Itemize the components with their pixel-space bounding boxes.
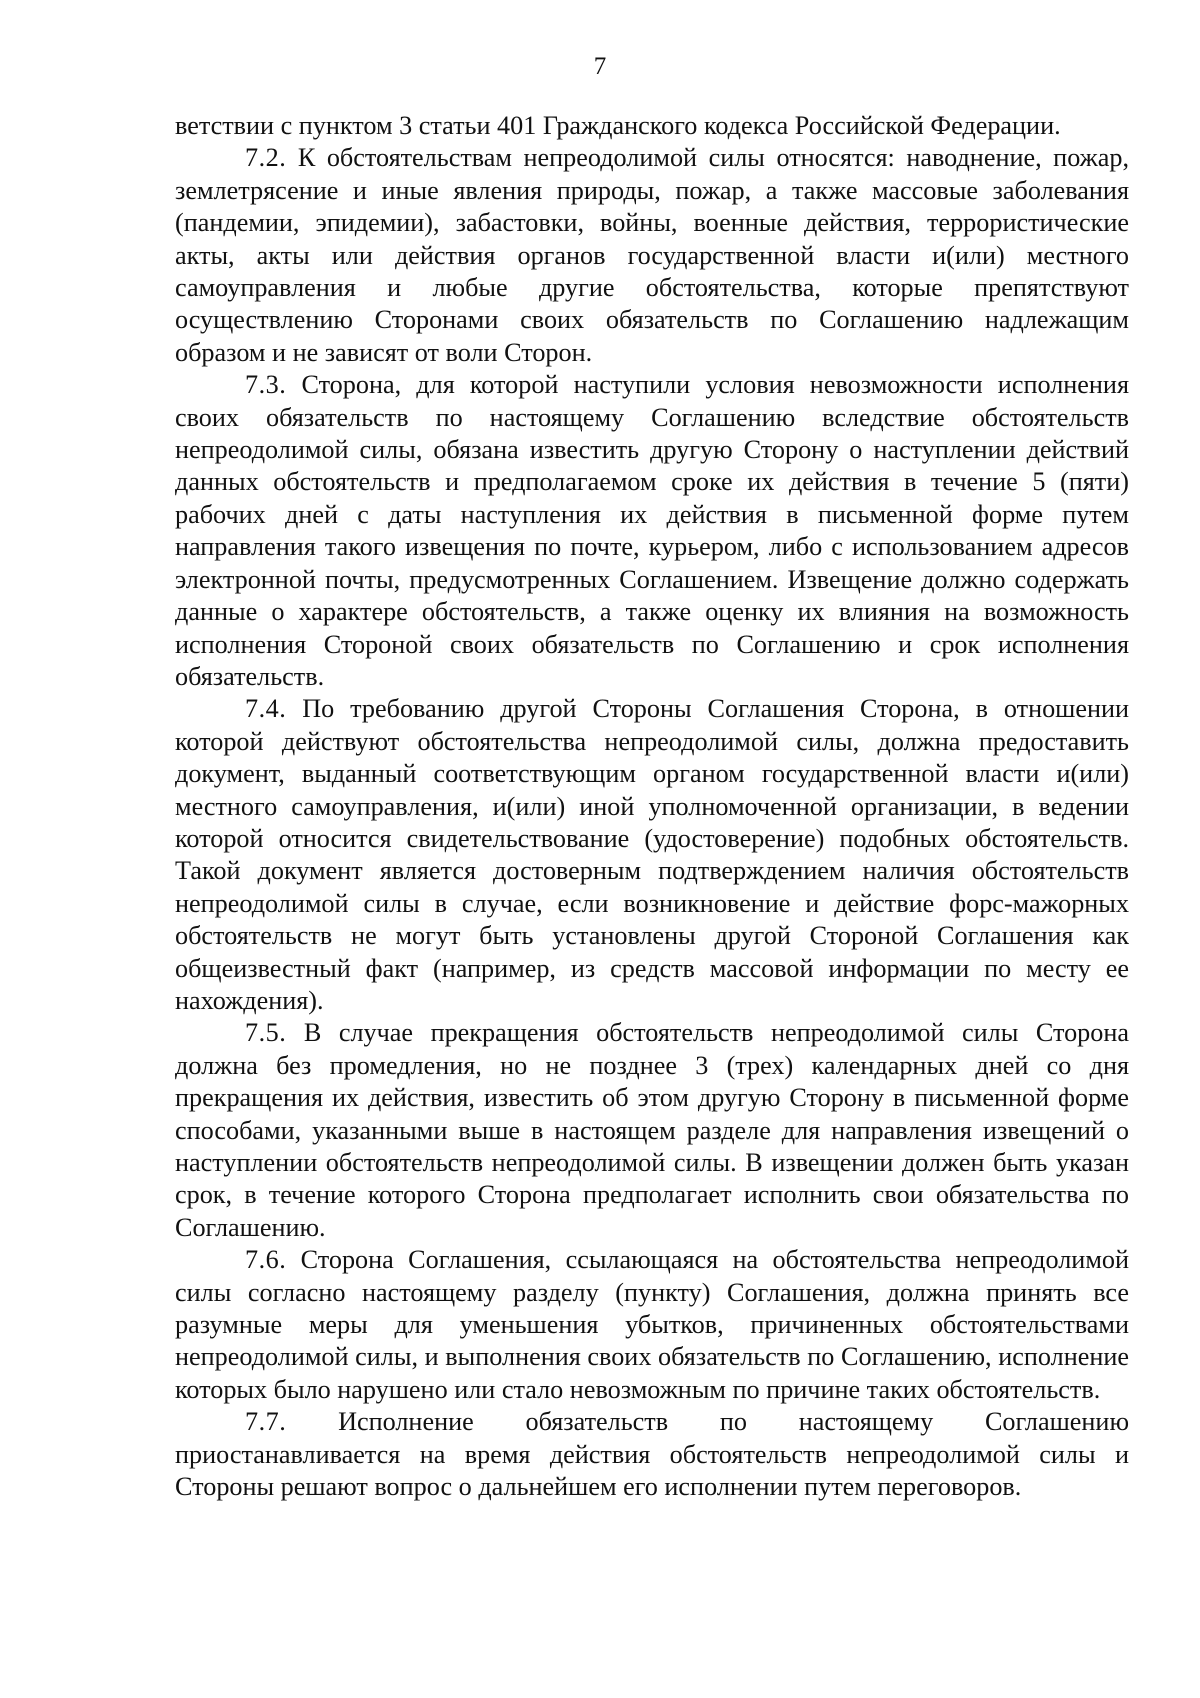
paragraph-text: В случае прекращения обстоятельств непреодолимой силы Сторона должна без промедления, но не позднее 3 (трех) календарных дней со дня прекращения их действия, известить об этом другую Сторону в письменной форме способами, указанными выше в настоящем разделе для направления извещений о наступлении обстоятельств непреодолимой силы. В извещении должен быть указан срок, в течение которого Сторона предполагает исполнить свои обязательства по Соглашению.	[175, 1018, 1130, 1242]
paragraph-number: 7.3.	[245, 370, 287, 400]
paragraph-continuation	[175, 110, 1129, 142]
paragraph-7-6	[175, 1244, 1129, 1406]
paragraph-number: 7.5.	[245, 1018, 287, 1048]
paragraph-number: 7.6.	[245, 1245, 287, 1275]
paragraph-7-7	[175, 1406, 1129, 1503]
paragraph-number: 7.7.	[245, 1407, 287, 1437]
paragraph-text: Сторона Соглашения, ссылающаяся на обстоятельства непреодолимой силы согласно настоящему разделу (пункту) Соглашения, должна принять все разумные меры для уменьшения убытков, причиненных обстоятельствами непреодолимой силы, и выполнения своих обязательств по Соглашению, исполнение которых было нарушено или стало невозможным по причине таких обстоятельств.	[175, 1245, 1129, 1404]
paragraph-7-3	[175, 369, 1129, 693]
paragraph-text: К обстоятельствам непреодолимой силы относятся: наводнение, пожар, землетрясение и иные явления природы, пожар, а также массовые заболевания (пандемии, эпидемии), забастовки, войны, военные действия, террористические акты, акты или действия органов государственной власти и(или) местного самоуправления и любые другие обстоятельства, которые препятствуют осуществлению Сторонами своих обязательств по Соглашению надлежащим образом и не зависят от воли Сторон.	[175, 143, 1129, 367]
paragraph-text: Сторона, для которой наступили условия невозможности исполнения своих обязательств по настоящему Соглашению вследствие обстоятельств непреодолимой силы, обязана известить другую Сторону о наступлении действий данных обстоятельств и предполагаемом сроке их действия в течение 5 (пяти) рабочих дней с даты наступления их действия в письменной форме путем направления такого извещения по почте, курьером, либо с использованием адресов электронной почты, предусмотренных Соглашением. Извещение должно содержать данные о характере обстоятельств, а также оценку их влияния на возможность исполнения Стороной своих обязательств по Соглашению и срок исполнения обязательств.	[175, 370, 1129, 691]
page-number: 7	[593, 53, 607, 80]
paragraph-number: 7.2.	[245, 143, 287, 173]
paragraph-number: 7.4.	[245, 694, 287, 724]
paragraph-7-5	[175, 1017, 1129, 1244]
paragraph-7-4	[175, 693, 1129, 1017]
paragraph-7-2	[175, 142, 1129, 369]
paragraph-text: Исполнение обязательств по настоящему Соглашению приостанавливается на время действия обстоятельств непреодолимой силы и Стороны решают вопрос о дальнейшем его исполнении путем переговоров.	[175, 1407, 1130, 1502]
paragraph-text: ветствии с пунктом 3 статьи 401 Гражданского кодекса Российской Федерации.	[175, 111, 1061, 140]
document-body	[175, 110, 1129, 1503]
paragraph-text: По требованию другой Стороны Соглашения Сторона, в отношении которой действуют обстоятельства непреодолимой силы, должна предоставить документ, выданный соответствующим органом государственной власти и(или) местного самоуправления, и(или) иной уполномоченной организации, в ведении которой относится свидетельствование (удостоверение) подобных обстоятельств. Такой документ является достоверным подтверждением наличия обстоятельств непреодолимой силы в случае, если возникновение и действие форс-мажорных обстоятельств не могут быть установлены другой Стороной Соглашения как общеизвестный факт (например, из средств массовой информации по месту ее нахождения).	[175, 694, 1130, 1015]
